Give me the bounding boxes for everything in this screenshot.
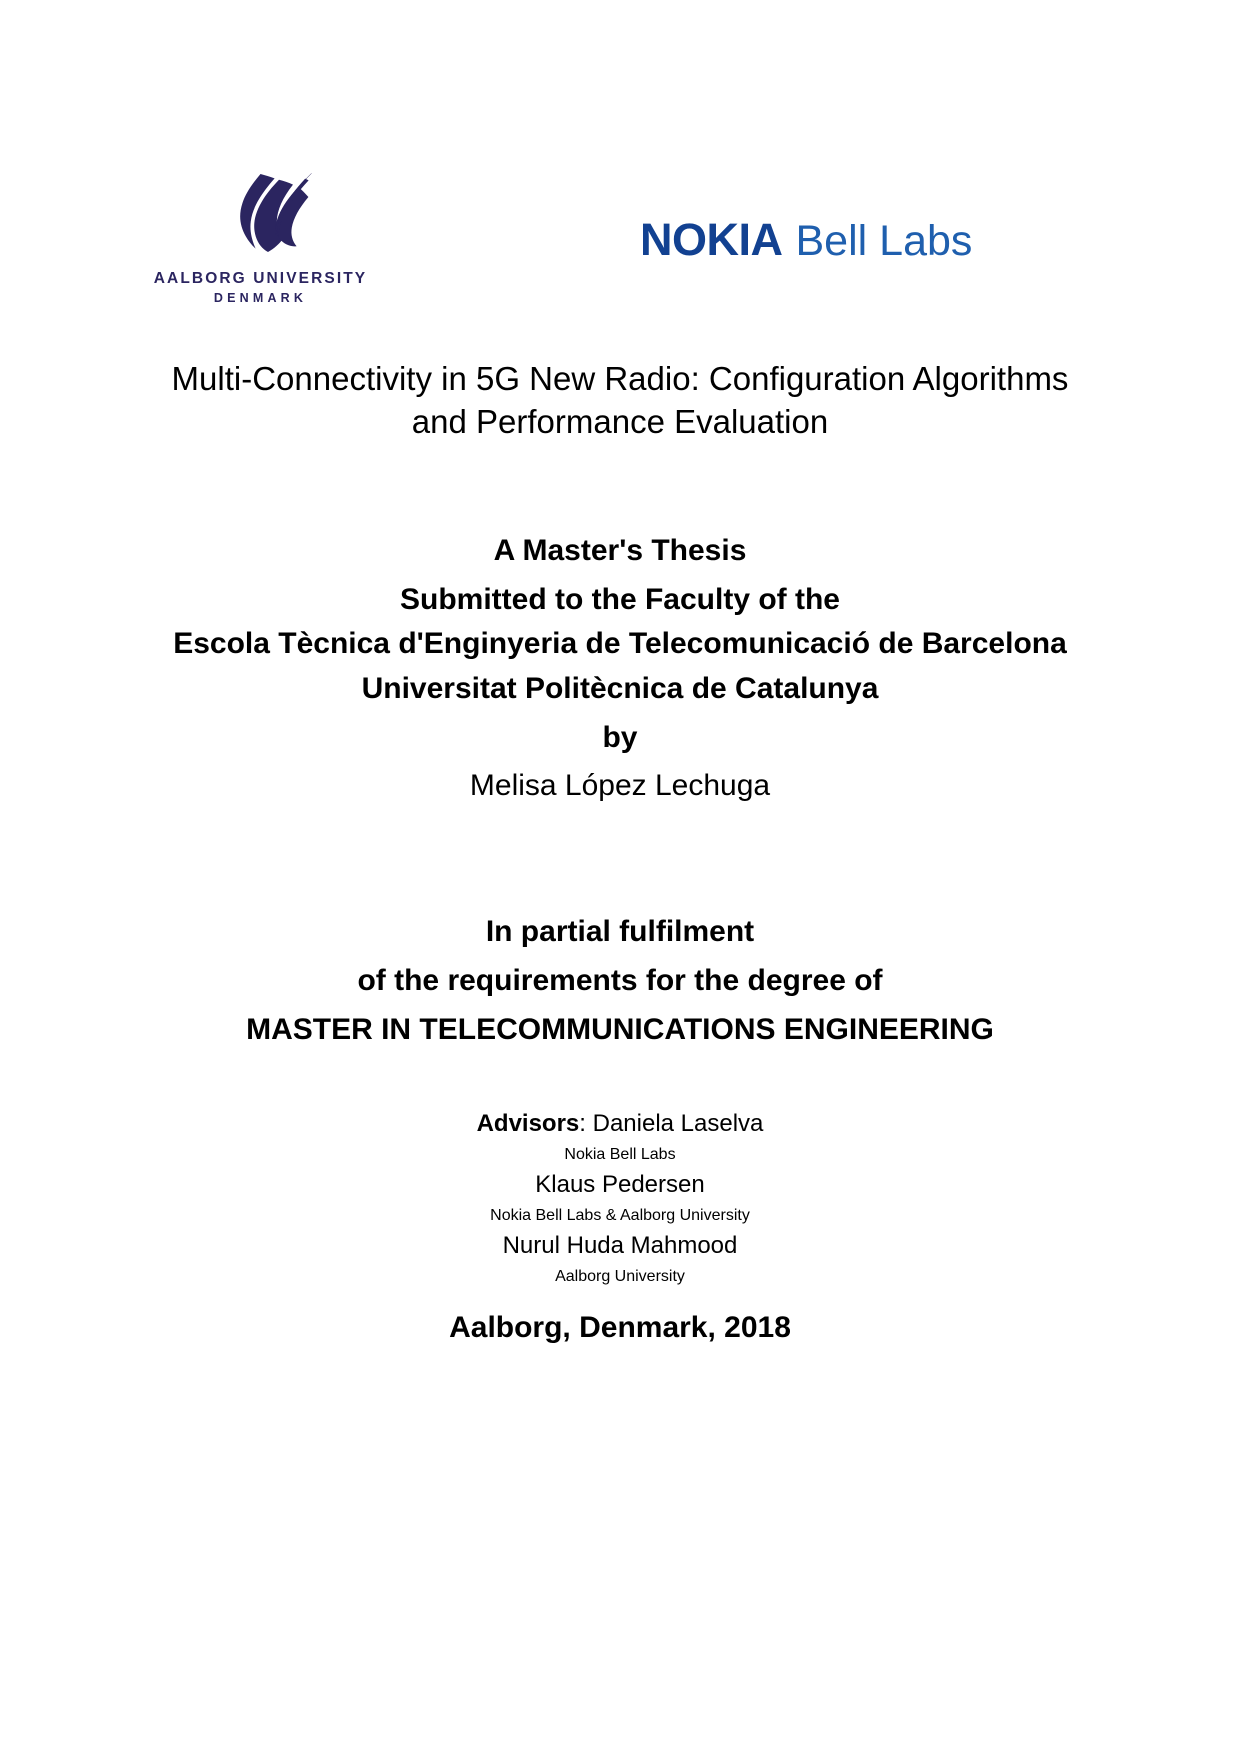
aalborg-flame-icon: [148, 160, 373, 260]
advisor-name-2: Klaus Pedersen: [535, 1171, 705, 1199]
fulfilment-degree: MASTER IN TELECOMMUNICATIONS ENGINEERING: [246, 1012, 994, 1046]
aalborg-country-label: DENMARK: [213, 291, 308, 306]
thesis-by-label: by: [602, 720, 638, 754]
nokia-bell-labs-logo: [640, 214, 973, 265]
advisor-primary-line: [100, 1106, 1140, 1142]
advisors-label: Advisors: [476, 1110, 580, 1137]
thesis-university: Universitat Politècnica de Catalunya: [361, 671, 879, 705]
advisors-separator: :: [579, 1110, 593, 1137]
document-title-line-2: and Performance Evaluation: [411, 402, 829, 440]
fulfilment-block: [100, 908, 1140, 1055]
thesis-kind: A Master's Thesis: [493, 534, 747, 567]
thesis-school: Escola Tècnica d'Enginyeria de Telecomunicació de Barcelona: [173, 627, 1067, 661]
thesis-submitted-to: Submitted to the Faculty of the: [400, 582, 840, 616]
advisor-affiliation-1: Nokia Bell Labs: [564, 1145, 676, 1163]
aalborg-university-logo: [148, 160, 373, 307]
advisors-block: [100, 1106, 1140, 1349]
fulfilment-line-2: of the requirements for the degree of: [357, 963, 883, 997]
logo-bar: [0, 150, 1240, 325]
aalborg-wordmark: AALBORG UNIVERSITY: [153, 270, 368, 287]
nokia-subbrand-text: Bell Labs: [795, 217, 973, 265]
place-and-year: Aalborg, Denmark, 2018: [449, 1311, 791, 1345]
advisor-affiliation-2: Nokia Bell Labs & Aalborg University: [490, 1206, 750, 1224]
thesis-author: Melisa López Lechuga: [469, 769, 771, 803]
thesis-statement-block: [100, 527, 1140, 810]
nokia-brand-text: NOKIA: [640, 214, 783, 265]
advisor-name-3: Nurul Huda Mahmood: [502, 1232, 738, 1260]
advisor-affiliation-3: Aalborg University: [555, 1267, 685, 1285]
advisor-name-1: Daniela Laselva: [592, 1110, 764, 1137]
document-title: [120, 358, 1120, 444]
document-title-line-1: Multi-Connectivity in 5G New Radio: Configuration Algorithms: [171, 360, 1069, 397]
fulfilment-line-1: In partial fulfilment: [485, 915, 755, 948]
